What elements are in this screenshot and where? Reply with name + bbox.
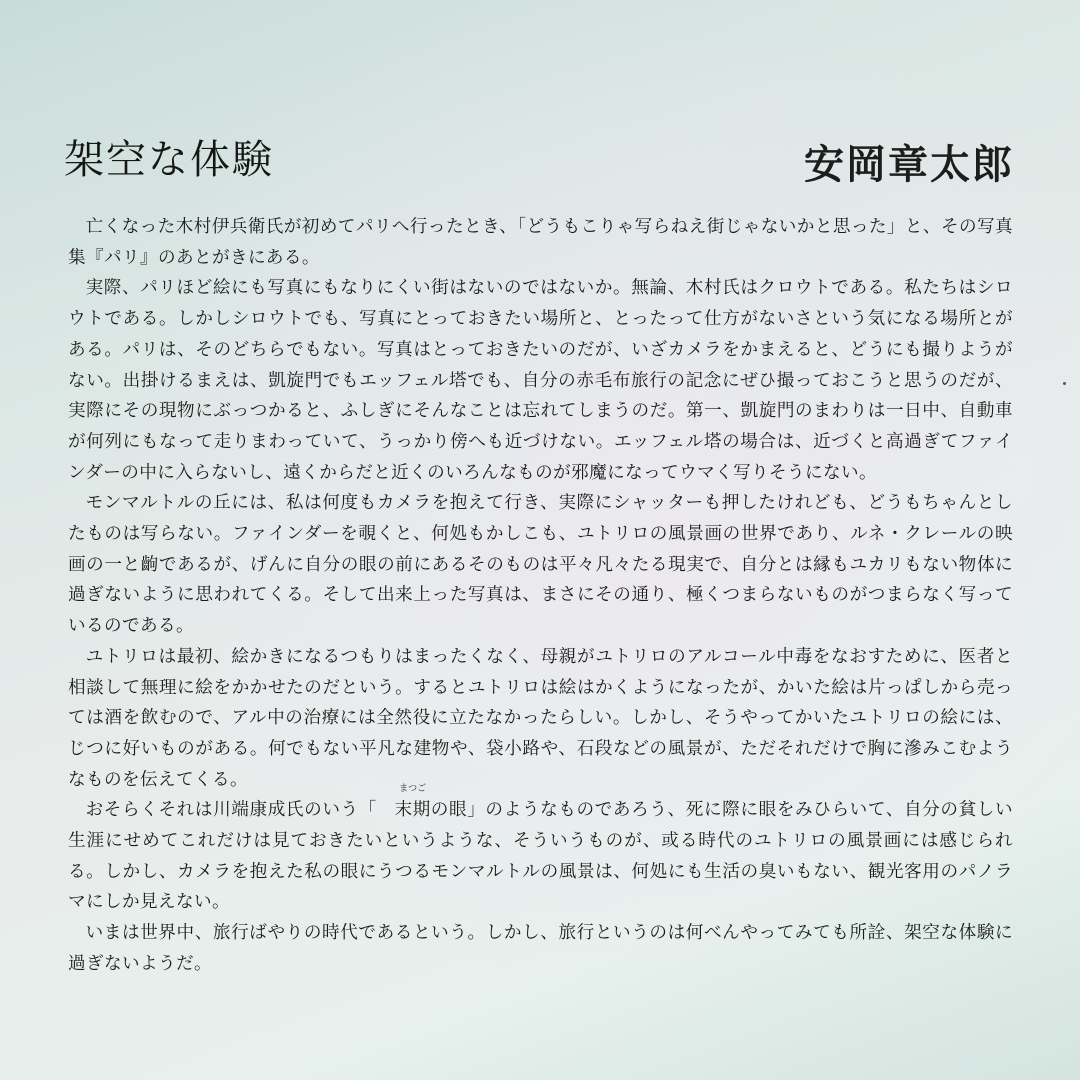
paragraph-5-lead: おそらくそれは川端康成氏のいう「 bbox=[85, 800, 377, 821]
paragraph-4: ユトリロは最初、絵かきになるつもりはまったくなく、母親がユトリロのアルコール中毒をなおすために、医者と相談して無理に絵をかかせたのだという。するとユトリロは絵はかくようになったが、かいた絵は片っぱしから売っては酒を飲むので、アル中の治療には全然役に立たなかったらしい。しかし、そうやってかいたユトリロの絵には、じつに好いものがある。何でもない平凡な建物や、袋小路や、石段などの風景が、ただそれだけで胸に滲みこむようなものを伝えてくる。 bbox=[68, 646, 1013, 790]
paragraph-1: 亡くなった木村伊兵衛氏が初めてパリへ行ったとき、「どうもこりゃ写らねえ街じゃないかと思った」と、その写真集『パリ』のあとがきにある。 bbox=[68, 217, 1013, 268]
article-body bbox=[68, 212, 1013, 980]
paper-speck bbox=[1063, 382, 1066, 385]
paragraph-2: 実際、パリほど絵にも写真にもなりにくい街はないのではないか。無論、木村氏はクロウトである。私たちはシロウトである。しかしシロウトでも、写真にとっておきたい場所と、とったって仕方がないさという気になる場所とがある。パリは、そのどちらでもない。写真はとっておきたいのだが、いざカメラをかまえると、どうにも撮りようがない。出掛けるまえは、凱旋門でもエッフェル塔でも、自分の赤毛布旅行の記念にぜひ撮っておこうと思うのだが、実際にその現物にぶっつかると、ふしぎにそんなことは忘れてしまうのだ。第一、凱旋門のまわりは一日中、自動車が何列にもなって走りまわっていて、うっかり傍へも近づけない。エッフェル塔の場合は、近づくと高過ぎてファインダーの中に入らないし、遠くからだと近くのいろんなものが邪魔になってウマく写りそうにない。 bbox=[68, 278, 1013, 483]
paragraph-6: いまは世界中、旅行ばやりの時代であるという。しかし、旅行というのは何べんやってみても所詮、架空な体験に過ぎないようだ。 bbox=[68, 923, 1013, 974]
ruby-word bbox=[377, 784, 431, 826]
author-name: 安岡章太郎 bbox=[804, 141, 1014, 188]
ruby-reading: まつご bbox=[399, 784, 427, 795]
paragraph-3: モンマルトルの丘には、私は何度もカメラを抱えて行き、実際にシャッターも押したけれども、どうもちゃんとしたものは写らない。ファインダーを覗くと、何処もかしこも、ユトリロの風景画の世界であり、ルネ・クレールの映画の一と齣であるが、げんに自分の眼の前にあるそのものは平々凡々たる現実で、自分とは縁もユカリもない物体に過ぎないように思われてくる。そして出来上った写真は、まさにその通り、極くつまらないものがつまらなく写っているのである。 bbox=[68, 493, 1014, 637]
ruby-base: 末期 bbox=[394, 800, 431, 821]
paragraph-5 bbox=[68, 784, 1013, 918]
paragraph-5-rest: の眼」のようなものであろう、死に際に眼をみひらいて、自分の貧しい生涯にせめてこれだけは見ておきたいというような、そういうものが、或る時代のユトリロの風景画には感じられる。しかし、カメラを抱えた私の眼にうつるモンマルトルの風景は、何処にも生活の臭いもない、観光客用のパノラマにしか見えない。 bbox=[68, 800, 1013, 913]
article-title: 架空な体験 bbox=[64, 137, 274, 183]
